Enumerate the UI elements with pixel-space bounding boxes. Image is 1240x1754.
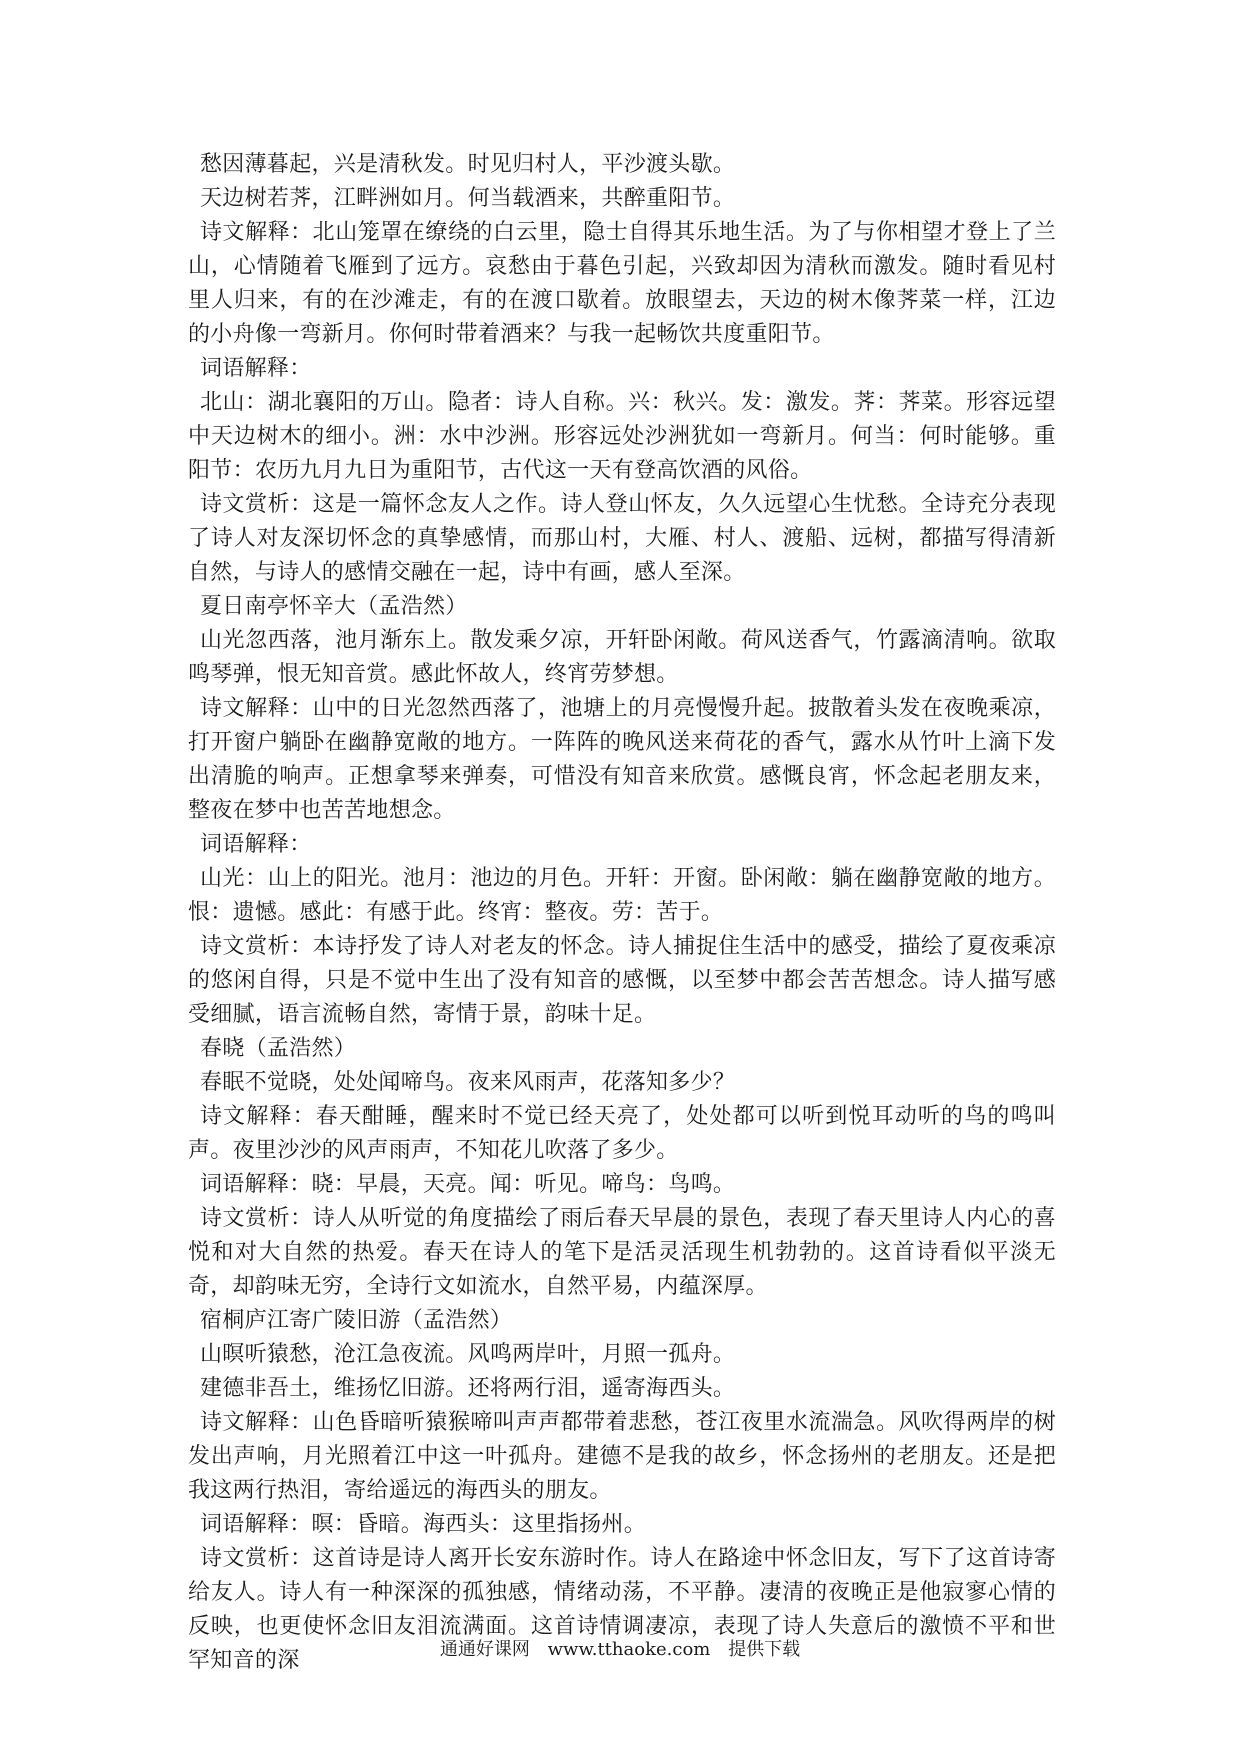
explanation-paragraph: 诗文解释：北山笼罩在缭绕的白云里，隐士自得其乐地生活。为了与你相望才登上了兰山，心情随着飞雁到了远方。哀愁由于暮色引起，兴致却因为清秋而激发。随时看见村里人归来，有的在沙滩走，有的在渡口歇着。放眼望去，天边的树木像荠菜一样，江边的小舟像一弯新月。你何时带着酒来？与我一起畅饮共度重阳节。 bbox=[188, 220, 1056, 347]
poem-line: 山暝听猿愁，沧江急夜流。风鸣两岸叶，月照一孤舟。 bbox=[200, 1342, 736, 1367]
explanation-paragraph: 诗文解释：山色昏暗听猿猴啼叫声声都带着悲愁，苍江夜里水流湍急。风吹得两岸的树发出声响，月光照着江中这一叶孤舟。建德不是我的故乡，怀念扬州的老朋友。还是把我这两行热泪，寄给遥远的海西头的朋友。 bbox=[188, 1410, 1056, 1503]
poem-title: 春晓（孟浩然） bbox=[200, 1036, 357, 1061]
vocabulary-heading: 词语解释： bbox=[200, 356, 312, 381]
poem-line: 愁因薄暮起，兴是清秋发。时见归村人，平沙渡头歇。 bbox=[200, 152, 736, 177]
explanation-paragraph: 诗文解释：山中的日光忽然西落了，池塘上的月亮慢慢升起。披散着头发在夜晚乘凉，打开窗户躺卧在幽静宽敞的地方。一阵阵的晚风送来荷花的香气，露水从竹叶上滴下发出清脆的响声。正想拿琴来弹奏，可惜没有知音来欣赏。感慨良宵，怀念起老朋友来，整夜在梦中也苦苦地想念。 bbox=[188, 696, 1056, 823]
vocabulary-paragraph: 北山：湖北襄阳的万山。隐者：诗人自称。兴：秋兴。发：激发。荠：荠菜。形容远望中天边树木的细小。洲：水中沙洲。形容远处沙洲犹如一弯新月。何当：何时能够。重阳节：农历九月九日为重阳节，古代这一天有登高饮酒的风俗。 bbox=[188, 390, 1056, 483]
appreciation-paragraph: 诗文赏析：本诗抒发了诗人对老友的怀念。诗人捕捉住生活中的感受，描绘了夏夜乘凉的悠闲自得，只是不觉中生出了没有知音的感慨，以至梦中都会苦苦想念。诗人描写感受细腻，语言流畅自然，寄情于景，韵味十足。 bbox=[188, 934, 1056, 1027]
poem-text: 山光忽西落，池月渐东上。散发乘夕凉，开轩卧闲敞。荷风送香气，竹露滴清响。欲取鸣琴弹，恨无知音赏。感此怀故人，终宵劳梦想。 bbox=[188, 628, 1056, 687]
vocabulary-heading: 词语解释： bbox=[200, 832, 312, 857]
appreciation-paragraph: 诗文赏析：这是一篇怀念友人之作。诗人登山怀友，久久远望心生忧愁。全诗充分表现了诗人对友深切怀念的真挚感情，而那山村，大雁、村人、渡船、远树，都描写得清新自然，与诗人的感情交融在一起，诗中有画，感人至深。 bbox=[188, 492, 1056, 585]
poem-line: 天边树若荠，江畔洲如月。何当载酒来，共醉重阳节。 bbox=[200, 186, 736, 211]
vocabulary-paragraph: 山光：山上的阳光。池月：池边的月色。开轩：开窗。卧闲敞：躺在幽静宽敞的地方。恨：遗憾。感此：有感于此。终宵：整夜。劳：苦于。 bbox=[188, 866, 1056, 925]
appreciation-paragraph: 诗文赏析：这首诗是诗人离开长安东游时作。诗人在路途中怀念旧友，写下了这首诗寄给友人。诗人有一种深深的孤独感，情绪动荡，不平静。凄清的夜晚正是他寂寥心情的反映，也更使怀念旧友泪流满面。这首诗情调凄凉，表现了诗人失意后的激愤不平和世罕知音的深 bbox=[188, 1546, 1056, 1673]
appreciation-paragraph: 诗文赏析：诗人从听觉的角度描绘了雨后春天早晨的景色，表现了春天里诗人内心的喜悦和对大自然的热爱。春天在诗人的笔下是活灵活现生机勃勃的。这首诗看似平淡无奇，却韵味无穷，全诗行文如流水，自然平易，内蕴深厚。 bbox=[188, 1206, 1056, 1299]
poem-title: 夏日南亭怀辛大（孟浩然） bbox=[200, 594, 468, 619]
vocabulary-paragraph: 词语解释：暝：昏暗。海西头：这里指扬州。 bbox=[200, 1512, 647, 1537]
footer-note: 提供下载 bbox=[728, 1639, 801, 1660]
vocabulary-paragraph: 词语解释：晓：早晨，天亮。闻：听见。啼鸟：鸟鸣。 bbox=[200, 1172, 736, 1197]
footer-site-name: 通通好课网 bbox=[439, 1639, 530, 1660]
poem-text: 春眠不觉晓，处处闻啼鸟。夜来风雨声，花落知多少？ bbox=[200, 1070, 736, 1095]
poem-title: 宿桐庐江寄广陵旧游（孟浩然） bbox=[200, 1308, 513, 1333]
explanation-paragraph: 诗文解释：春天酣睡，醒来时不觉已经天亮了，处处都可以听到悦耳动听的鸟的鸣叫声。夜里沙沙的风声雨声，不知花儿吹落了多少。 bbox=[188, 1104, 1056, 1163]
document-body bbox=[188, 148, 1056, 1678]
page-footer bbox=[0, 1638, 1240, 1662]
poem-line: 建德非吾土，维扬忆旧游。还将两行泪，遥寄海西头。 bbox=[200, 1376, 736, 1401]
footer-url[interactable]: www.tthaoke.com bbox=[547, 1639, 711, 1660]
